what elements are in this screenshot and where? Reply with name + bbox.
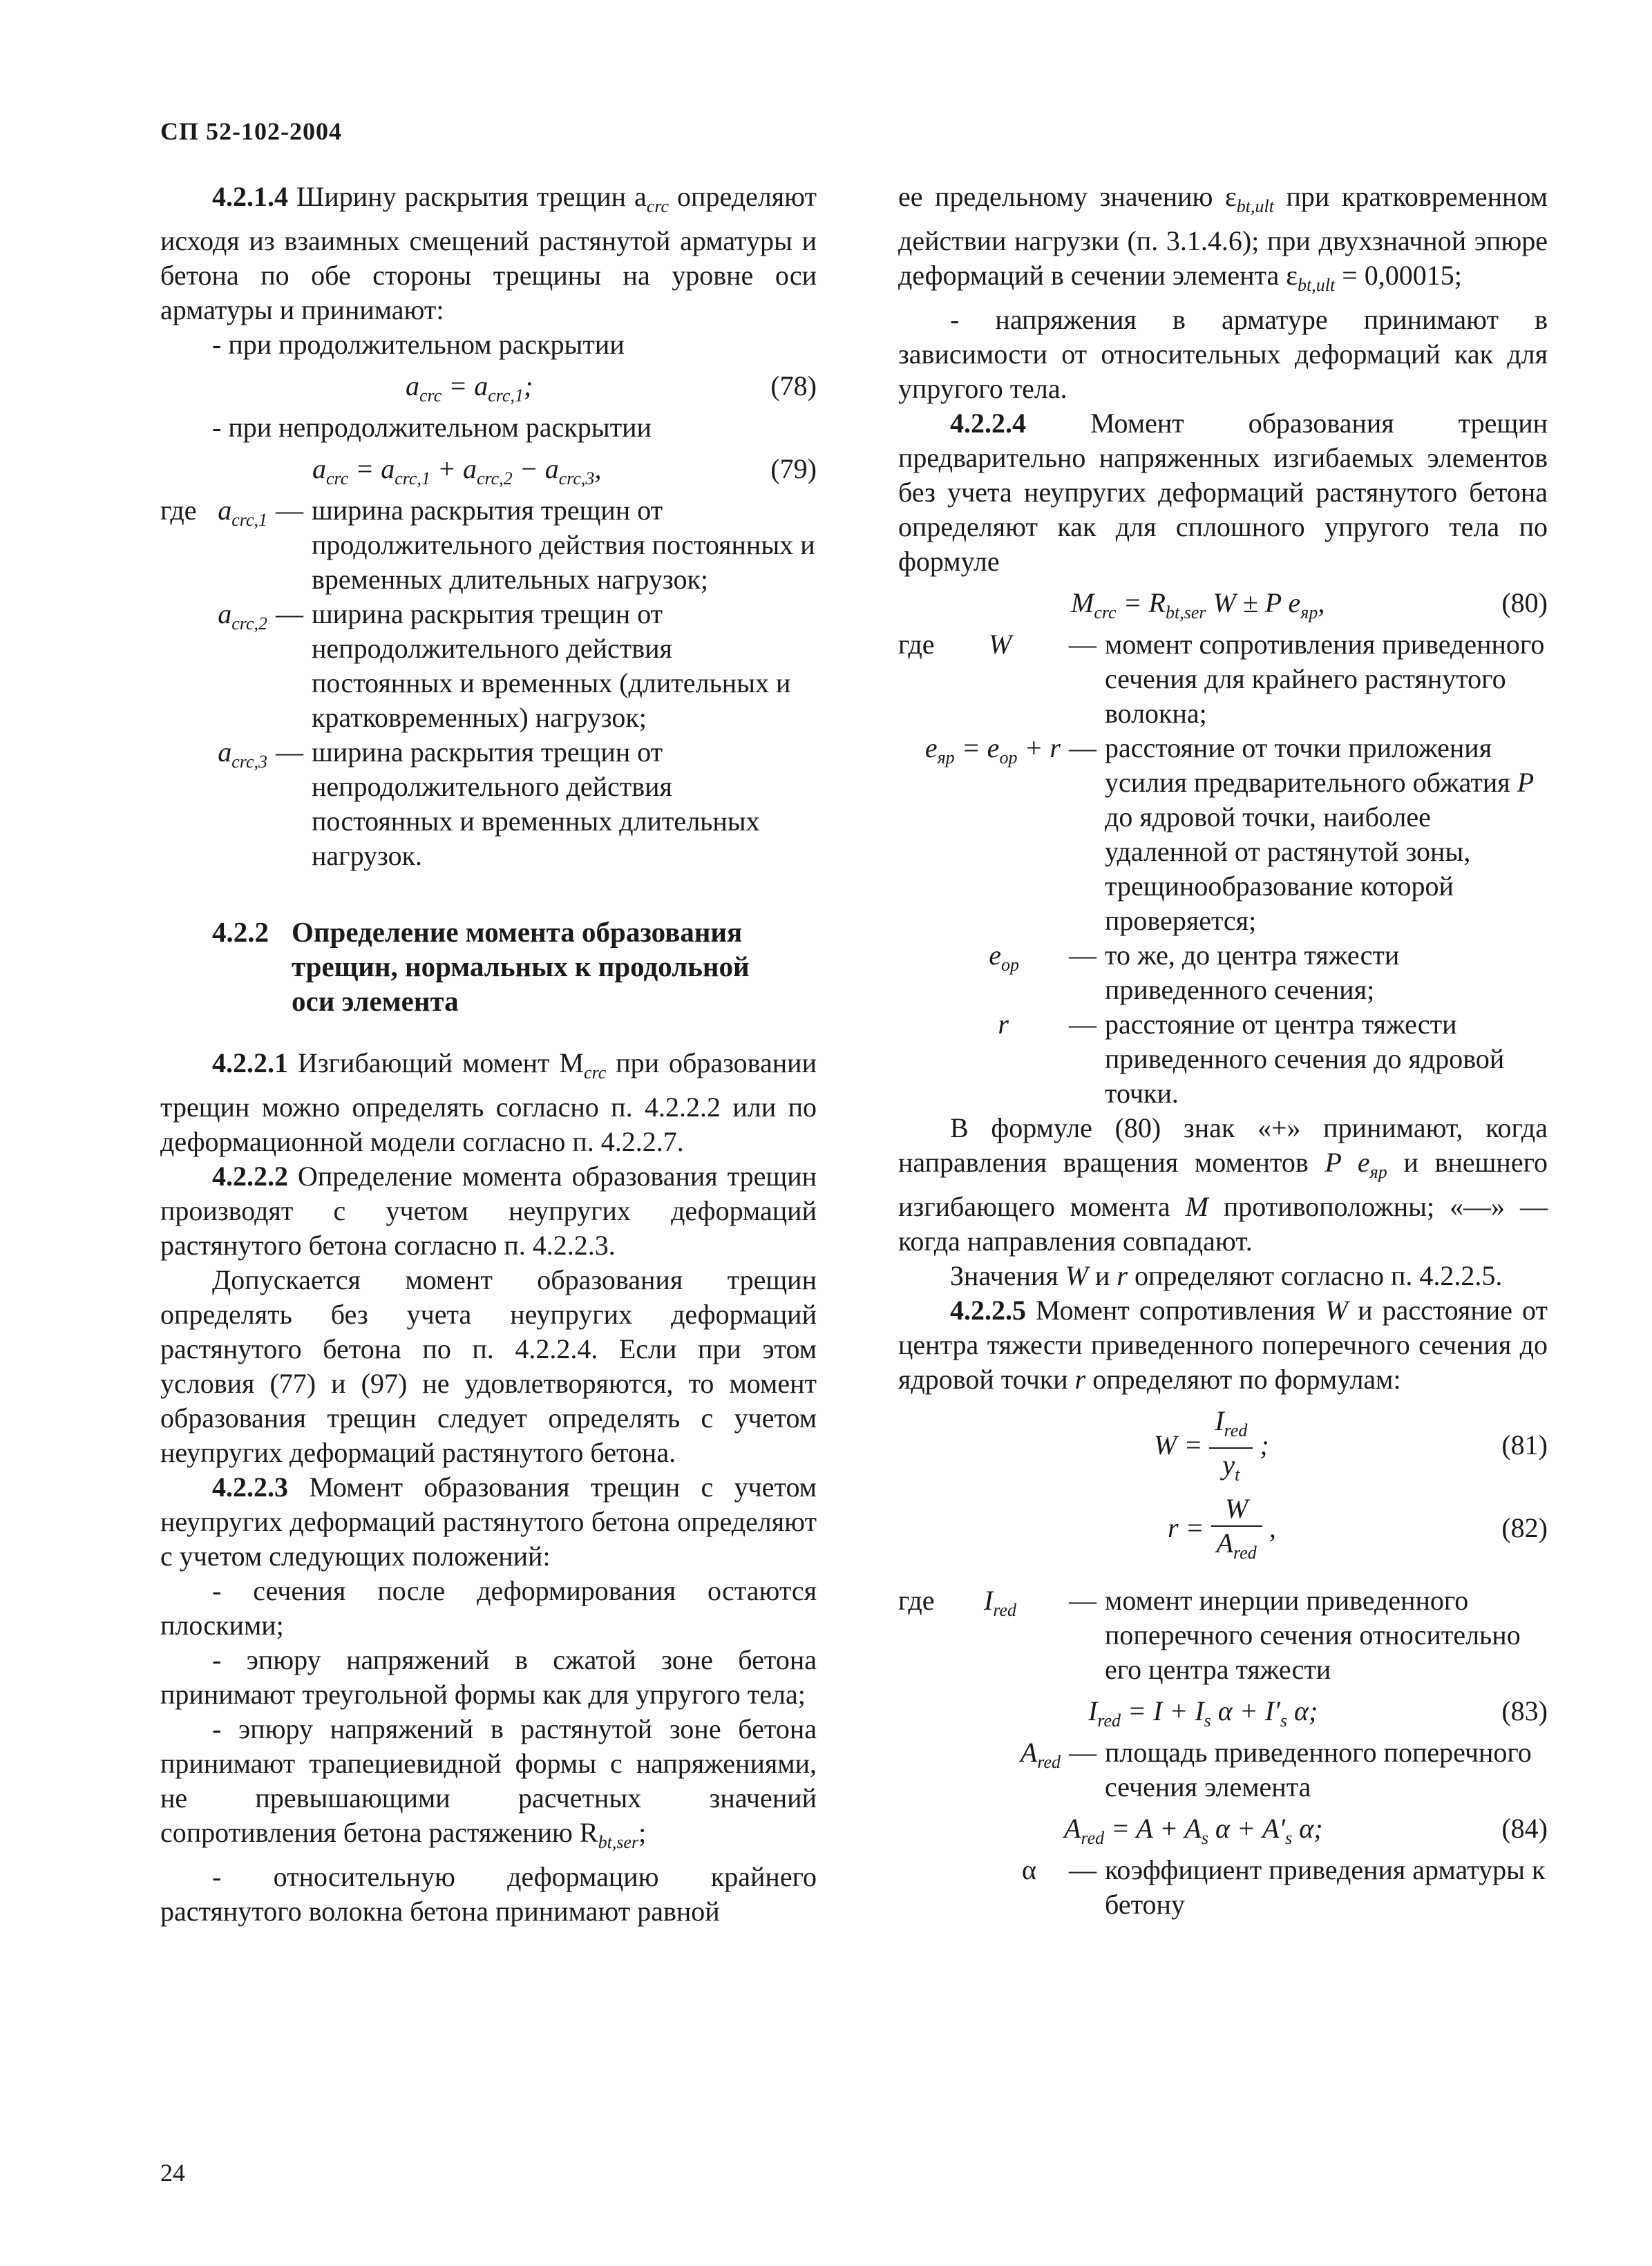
running-header: СП 52-102-2004 bbox=[160, 117, 342, 145]
definition-Ared: $A_{red}$ — площадь приведенного поперечного сечения элемента bbox=[1020, 1737, 1532, 1802]
right-column bbox=[898, 180, 1548, 1922]
paragraph-4-2-2-1: 4.2.2.1 Изгибающий момент $M_{crc}$ при образовании трещин можно определять согласно п. 4.2.2.2 или по деформационной модели согласно п. 4.2.2.7. bbox=[160, 1047, 817, 1157]
bullet-compressed-zone: - эпюру напряжений в сжатой зоне бетона принимают треугольной формы как для упругого тела; bbox=[160, 1644, 817, 1710]
item-short-opening: - при непродолжительном раскрытии bbox=[212, 412, 652, 443]
equation-80: $M_{crc} = R_{bt,ser}$ W ± P $e_{яр}$, (80) bbox=[1071, 587, 1548, 622]
equation-79: $a_{crc} = a_{crc,1} + a_{crc,2} - a_{crc,3}$, (79) bbox=[312, 453, 817, 488]
definition-Ired: где $I_{red}$ — момент инерции приведенного поперечного сечения относительно его центра тяжести bbox=[898, 1585, 1521, 1685]
definitions-crack-width bbox=[160, 493, 817, 873]
equation-81: W = $\frac{I_{red}}{y_t}$ ; (81) bbox=[1154, 1405, 1548, 1485]
bullet-strain: - относительную деформацию крайнего растянутого волокна бетона принимают равной bbox=[160, 1861, 817, 1927]
left-column bbox=[160, 180, 817, 1929]
equation-84: $A_{red} = A + A_s$ $\alpha + A'_s$ α; (84) bbox=[1064, 1813, 1548, 1848]
paragraph-values: Значения W и r определяют согласно п. 4.2.2.5. bbox=[950, 1260, 1503, 1291]
definition-e-yar: $e_{яр} = e_{op} + r$ — расстояние от точки приложения усилия предварительного обжатия P до ядровой точки, наиболее удаленной от растянутой зоны, трещинообразование которой проверяется; bbox=[924, 732, 1535, 936]
bullet-plane-sections: - сечения после деформирования остаются плоскими; bbox=[160, 1575, 817, 1641]
bullet-tension-zone: - эпюру напряжений в растянутой зоне бетона принимают трапециевидной формы с напряжениями, не превышающими расчетных значений сопротивления бетона растяжению $R_{bt,ser}$; bbox=[160, 1713, 817, 1852]
definitions-eq80 bbox=[898, 627, 1548, 1111]
definitions-eq81-82 bbox=[898, 1583, 1548, 1687]
definition-acrc1: где $a_{crc,1}$ — ширина раскрытия трещин от продолжительного действия постоянных и временных длительных нагрузок; bbox=[160, 495, 815, 595]
equation-82: r = $\frac{W}{A_{red}}$ , (82) bbox=[1168, 1492, 1548, 1563]
definition-r: r — расстояние от центра тяжести приведенного сечения до ядровой точки. bbox=[998, 1009, 1505, 1109]
item-long-opening: - при продолжительном раскрытии bbox=[212, 329, 625, 360]
paragraph-4-2-2-5: 4.2.2.5 Момент сопротивления W и расстояние от центра тяжести приведенного поперечного сечения до ядровой точки r определяют по формулам: bbox=[898, 1295, 1548, 1395]
paragraph-sign-rule: В формуле (80) знак «+» принимают, когда направления вращения моментов P $e_{яр}$ и внешнего изгибающего момента M противоположны; «—» — когда направления совпадают. bbox=[898, 1112, 1548, 1257]
definition-eop: $e_{op}$ — то же, до центра тяжести приведенного сечения; bbox=[989, 940, 1400, 1005]
paragraph-4-2-1-4: 4.2.1.4 Ширину раскрытия трещин $a_{crc}$ определяют исходя из взаимных смещений растянутой арматуры и бетона по обе стороны трещины на уровне оси арматуры и принимают: bbox=[160, 181, 817, 325]
paragraph-allowance: Допускается момент образования трещин определять без учета неупругих деформаций растянутого бетона по п. 4.2.2.4. Если при этом условия (77) и (97) не удовлетворяются, то момент образования трещин следует определять с учетом неупругих деформаций растянутого бетона. bbox=[160, 1264, 817, 1468]
paragraph-strain-cont: ее предельному значению $\varepsilon_{bt,ult}$ при кратковременном действии нагрузки (п. 3.1.4.6); при двухзначной эпюре деформаций в сечении элемента $\varepsilon_{bt,ult} = 0,00015$; bbox=[898, 181, 1548, 295]
definition-acrc2: $a_{crc,2}$ — ширина раскрытия трещин от непродолжительного действия постоянных и временных (длительных и кратковременных) нагрузок; bbox=[218, 598, 791, 733]
definition-W: где W — момент сопротивления приведенного сечения для крайнего растянутого волокна; bbox=[898, 629, 1545, 729]
equation-78: $a_{crc} = a_{crc,1}$; (78) bbox=[406, 370, 817, 406]
equation-83: $I_{red} = I + I_s$ $\alpha + I'_s$ α; (83) bbox=[1088, 1695, 1548, 1731]
paragraph-4-2-2-2: 4.2.2.2 Определение момента образования трещин производят с учетом неупругих деформаций растянутого бетона согласно п. 4.2.2.3. bbox=[160, 1161, 817, 1261]
paragraph-4-2-2-3: 4.2.2.3 Момент образования трещин с учетом неупругих деформаций растянутого бетона определяют с учетом следующих положений: bbox=[160, 1472, 817, 1572]
page-number: 24 bbox=[160, 2159, 185, 2187]
section-heading-4-2-2: 4.2.2 Определение момента образования трещин, нормальных к продольной оси элемента bbox=[212, 916, 750, 1017]
definition-alpha: α — коэффициент приведения арматуры к бетону bbox=[1022, 1854, 1546, 1920]
bullet-reinforcement-stress: - напряжения в арматуре принимают в зависимости от относительных деформаций как для упругого тела. bbox=[898, 304, 1548, 404]
paragraph-4-2-2-4: 4.2.2.4 Момент образования трещин предварительно напряженных изгибаемых элементов без учета неупругих деформаций растянутого бетона определяют как для сплошного упругого тела по формуле bbox=[898, 408, 1548, 577]
definition-acrc3: $a_{crc,3}$ — ширина раскрытия трещин от непродолжительного действия постоянных и временных длительных нагрузок. bbox=[218, 736, 760, 871]
